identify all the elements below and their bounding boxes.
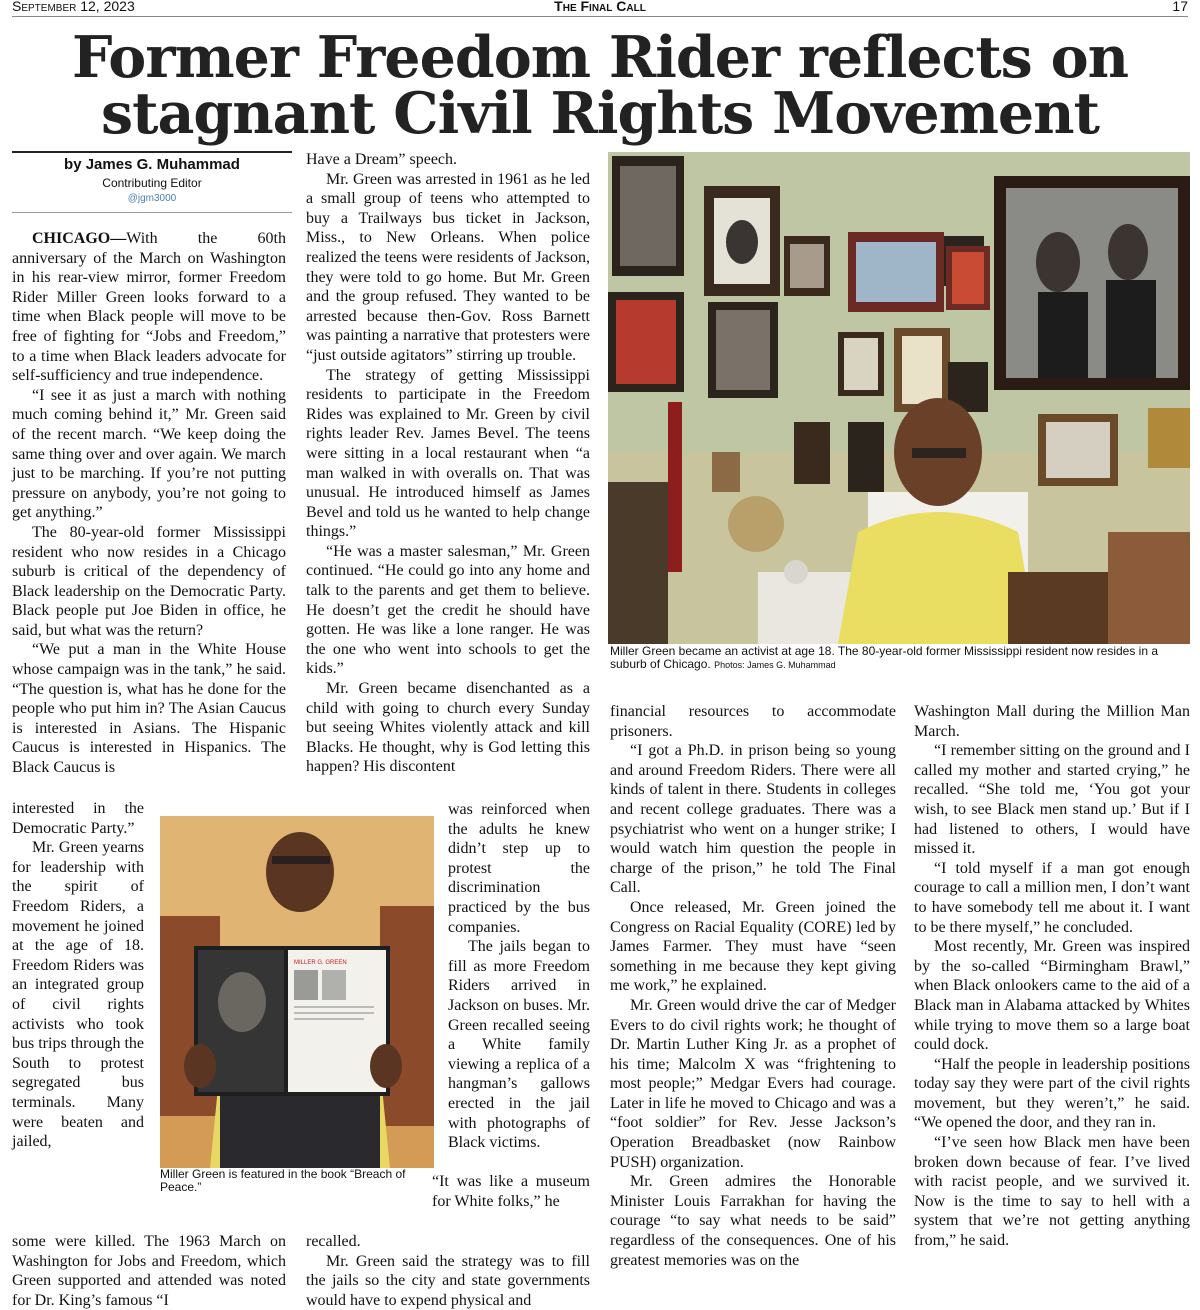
paragraph-continued: interested in the Democratic Party.”: [12, 800, 144, 837]
book-photo-caption: Miller Green is featured in the book “Breach of Peace.”: [160, 1167, 406, 1194]
paragraph: Most recently, Mr. Green was inspired by the so-called “Birmingham Brawl,” when Black onlookers came to the aid of a Black man in Alabama attacked by Whites while trying to move them so a large boat could dock.: [914, 938, 1190, 1054]
paragraph: “I remember sitting on the ground and I called my mother and started crying,” he recalled. “She told me, ‘You got your wish, to see Black men stand up.’ But if I had listened to others, I would have missed it.: [914, 742, 1190, 858]
headline: [0, 24, 1200, 147]
paragraph: “We put a man in the White House whose campaign was in the tank,” he said. “The question is, what has he done for the people who put him in? The Asian Caucus is interested in Asians. The Hispanic Caucus is interested in Hispanics. The Black Caucus is: [12, 641, 286, 777]
paragraph: Mr. Green became disenchanted as a child with going to church every Sunday but seeing Whites violently attack and kill Blacks. He thought, why is God letting this happen? His discontent: [306, 680, 590, 776]
byline-handle[interactable]: @jgm3000: [127, 193, 177, 204]
paragraph: “I’ve seen how Black men have been broken down because of fear. I’ve lived with racist people, and we survived it. Now is the time to say to hell with a system that we’re not getting anything from,” he said.: [914, 1134, 1190, 1250]
main-photo: [608, 152, 1190, 644]
main-photo-illustration: [608, 152, 1190, 644]
paragraph-continued: recalled.: [306, 1233, 361, 1250]
quote-line: “It was like a museum for White folks,” he: [432, 1173, 590, 1210]
main-photo-caption: Miller Green became an activist at age 18. The 80-year-old former Mississippi resident now resides in a suburb of Chicago. Photos: James G. Muhammad: [610, 644, 1159, 671]
paragraph: The strategy of getting Mississippi residents to participate in the Freedom Rides was explained to Mr. Green by civil rights leader Rev. James Bevel. The teens were sitting in a local restaurant when “a man walked in with overalls on. That was unusual. He introduced himself as James Bevel and told us he wanted to help change things.”: [306, 366, 590, 541]
paragraph: Mr. Green was arrested in 1961 as he led a small group of teens who attempted to buy a Trailways bus ticket in Jackson, Miss., to New Orleans. When police realized the teens were residents of Jackson, they were told to go home. But Mr. Green and the group refused. They wanted to be arrested because then-Gov. Ross Barnett was painting a narrative that protesters were “just outside agitators” stirring up trouble.: [306, 170, 590, 364]
column-3: [610, 702, 896, 1296]
column-2-top: [306, 150, 590, 800]
header-rule: [12, 16, 1188, 17]
paragraph: “Half the people in leadership positions today say they were part of the civil rights movement, but they weren’t,” he said. “We opened the door, and they ran in.: [914, 1055, 1190, 1132]
column-2-narrow-end: [432, 1172, 590, 1212]
headline-line-1: Former Freedom Rider reflects on: [71, 24, 1129, 91]
column-4: [914, 702, 1190, 1296]
paragraph: Mr. Green would drive the car of Medger Evers to do civil rights work; he thought of Dr. Martin Luther King Jr. as a prophet of his time; Malcolm X was “frightening to most people;” Medgar Evers had courage. Later in life he moved to Chicago and was a “foot soldier” for Rev. Jesse Jackson’s Operation Breadbasket (now Rainbow PUSH) organization.: [610, 996, 896, 1171]
byline-rule: [12, 151, 292, 153]
paragraph-continued: financial resources to accommodate prisoners.: [610, 703, 896, 740]
paragraph: Mr. Green admires the Honorable Minister Louis Farrakhan for having the courage “to say what needs to be said” regardless of the consequences. One of his greatest memories was on the: [610, 1173, 896, 1269]
page-number: 17: [1172, 0, 1188, 14]
byline-divider: [12, 212, 292, 213]
paragraph-continued: Washington Mall during the Million Man March.: [914, 703, 1190, 740]
paragraph: “He was a master salesman,” Mr. Green continued. “He could go into any home and talk to the parents and get them to believe. He doesn’t get the credit he should have gotten. He was like a lone ranger. He was the one who went into schools to get the kids.”: [306, 542, 590, 678]
paragraph: The 80-year-old former Mississippi resident who now resides in a Chicago suburb is critical of the dependency of Black leadership on the Democratic Party. Black people put Joe Biden in office, he said, but what was the return?: [12, 523, 286, 639]
paragraph-continued: was reinforced when the adults he knew didn’t step up to protest the discrimination practiced by the bus companies.: [448, 801, 590, 936]
book-photo: [160, 816, 434, 1168]
photo-credit: Photos: James G. Muhammad: [714, 660, 836, 670]
paragraph: Once released, Mr. Green joined the Congress on Racial Equality (CORE) led by James Farmer. They must have “seen something in me because they kept giving me work,” he explained.: [610, 898, 896, 995]
paragraph: The jails began to fill as more Freedom Riders arrived in Jackson on buses. Mr. Green recalled seeing a White family viewing a replica of a hangman’s gallows erected in the jail with photographs of Black victims.: [448, 938, 590, 1152]
paragraph: “I see it as just a march with nothing much coming behind it,” Mr. Green said of the recent march. “We keep doing the same thing over and over again. We march just to be marching. If you’re not putting pressure on anybody, you’re not going to get anything.”: [12, 386, 286, 522]
issue-date: September 12, 2023: [12, 0, 135, 14]
running-head: [12, 0, 1188, 16]
lead-paragraph: CHICAGO—With the 60th anniversary of the March on Washington in his rear-view mirror, former Freedom Rider Miller Green looks forward to a time when Black people will move to be free of fighting for “Jobs and Freedom,” to a time when Black leaders advocate for self-sufficiency and true independence.: [12, 230, 286, 385]
publication-name: The Final Call: [554, 0, 646, 14]
byline: [12, 156, 292, 204]
paragraph-continued: Have a Dream” speech.: [306, 151, 458, 168]
dateline: CHICAGO—: [32, 230, 127, 247]
paragraph: “I told myself if a man got enough courage to call a million men, I don’t want to have somebody tell me about it. I want to be there myself,” he concluded.: [914, 859, 1190, 936]
headline-line-2: stagnant Civil Rights Movement: [101, 80, 1099, 147]
book-author-label: MILLER G. GREEN: [294, 960, 347, 966]
column-1-narrow: [12, 799, 144, 1231]
column-2-bottom: [306, 1232, 590, 1309]
column-1-bottom: [12, 1232, 286, 1309]
byline-name: by James G. Muhammad: [64, 156, 240, 173]
paragraph: Mr. Green said the strategy was to fill the jails so the city and state governments would have to expend physical and: [306, 1252, 590, 1309]
book-photo-illustration: [160, 816, 434, 1168]
byline-title: Contributing Editor: [102, 176, 202, 190]
paragraph-continued: some were killed. The 1963 March on Washington for Jobs and Freedom, which Green supported and attended was noted for Dr. King’s famous “I: [12, 1233, 286, 1309]
paragraph: Mr. Green yearns for leadership with the spirit of Freedom Riders, a movement he joined at the age of 18. Freedom Riders was an integrated group of civil rights activists who took bus trips through the South to protest segregated bus terminals. Many were beaten and jailed,: [12, 839, 144, 1151]
column-1-top: [12, 229, 286, 799]
paragraph: “I got a Ph.D. in prison being so young and around Freedom Riders. There were all kinds of talent in there. Students in colleges and recent college graduates. There was a psychiatrist who went on a hunger strike; I would watch him question the people in charge of the prison,” he told The Final Call.: [610, 742, 896, 897]
column-2-narrow: [448, 800, 590, 1172]
